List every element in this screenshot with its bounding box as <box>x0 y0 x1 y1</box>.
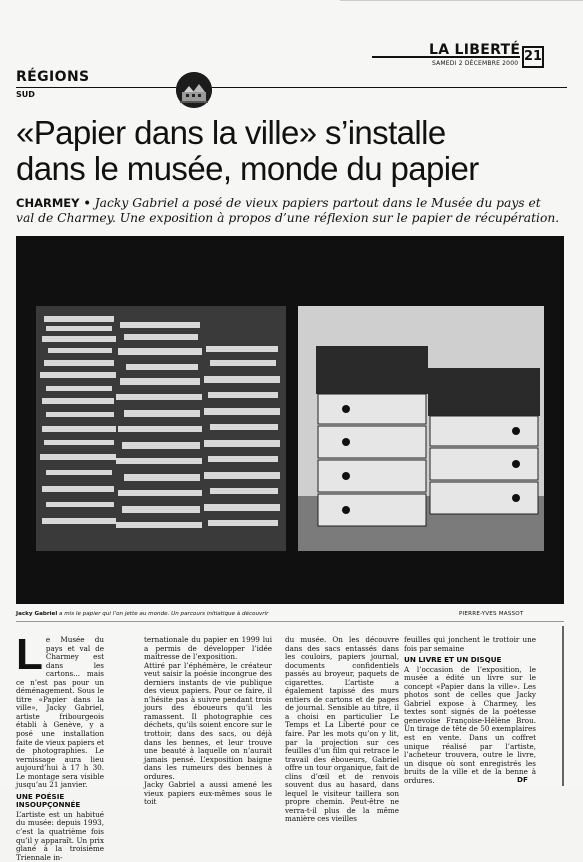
dateline: CHARMEY • <box>16 196 91 210</box>
article-paragraph: Le Musée du pays et val de Charmey est dans les cartons... mais ce n’est pas pour un déménagement. Sous le titre «Papier dans la ville», Jacky Gabriel, artiste fribourgeois établi à Genève, y a posé une installation faite de vieux papiers et de photographies. Le vernissage aura lieu aujourd’hui à 17 h 30. Le montage sera visible jusqu’au 21 janvier. <box>16 630 104 790</box>
newspaper-name: LA LIBERTÉ <box>429 42 521 58</box>
masthead <box>372 40 547 72</box>
article-paragraph: feuilles qui jonchent le trottoir une fois par semaine <box>404 635 536 653</box>
author-initials: DF <box>517 775 528 784</box>
subheading-livre: UN LIVRE ET UN DISQUE <box>404 655 502 665</box>
article-paragraph: ternationale du papier en 1999 lui a permis de développer l’idée maîtresse de l’exposition. <box>144 635 272 662</box>
section-rule-right <box>212 87 567 88</box>
drop-cap: L <box>16 630 43 679</box>
article-paragraph: Jacky Gabriel a aussi amené les vieux papiers eux-mêmes sous le toit <box>144 780 272 807</box>
article-paragraph: Attiré par l’éphémère, le créateur veut saisir la poésie incongrue des derniers instants de vie publique des vieux papiers. Pour ce faire, il n’hésite pas à suivre pendant trois jours des éboueurs qu’il les ramassent. Il photographie ces déchets, qu’ils soient encore sur le trottoir, dans des sacs, ou déjà dans les bennes, et leur trouve une beauté à laquelle on n’aurait jamais pensé. L’exposition baigne dans les rumeurs des bennes à ordures. <box>144 660 272 781</box>
subheading-poesie: UNE POÉSIE INSOUPÇONNÉE <box>16 791 81 810</box>
headline-line-1: «Papier dans la ville» s’installe <box>16 114 446 151</box>
section-rule-left <box>16 87 176 88</box>
article-paragraph: L’artiste est un habitué du musée: depuis 1993, c’est la quatrième fois qu’il y apparaît. Un prix glané à la troisième Triennale in- <box>16 809 104 862</box>
headline <box>16 115 576 187</box>
article-paragraph: du musée. On les découvre dans des sacs entassés dans les couloirs, papiers journal, documents confidentiels passés au broyeur, paquets de cigarettes. L’artiste a également tapissé des murs entiers de cartons et de pages de journal. Sensible au titre, il a choisi en particulier Le Temps et La Liberté pour ce faire. Par les mots qu’on y lit, par la projection sur ces feuilles d’un film qui retrace le travail des éboueurs, Gabriel offre un tour organique, fait de clins d’œil et de renvois souvent dus au hasard, dans lequel le visiteur taillera son propre chemin. Peut-être ne verra-t-il plus de la même manière ces vieilles <box>285 635 399 824</box>
article-photo <box>16 236 564 604</box>
lede-text: Jacky Gabriel a posé de vieux papiers partout dans le Musée du pays et val de Charmey. Une exposition à propos d’une réflexion sur le papier de récupération. <box>16 196 560 225</box>
article-column-2 <box>144 635 272 807</box>
caption-rule <box>16 621 564 622</box>
article-column-1 <box>16 630 104 862</box>
regional-town-emblem-icon <box>176 72 212 108</box>
article-paragraph: A l’occasion de l’exposition, le musée a édité un livre sur le concept «Papier dans la ville». Les photos sont de celles que Jacky Gabriel expose à Charmey, les textes sont signés de la poétesse genevoise Françoise-Hélène Brou. Un tirage de tête de 50 exemplaires est en vente. Dans un coffret unique réalisé par l’artiste, l’acheteur trouvera, outre le livre, un disque où sont enregistrés les bruits de la ville et de la benne à ordures. <box>404 664 536 785</box>
article-column-3 <box>285 635 399 824</box>
photo-credit: PIERRE-YVES MASSOT <box>459 611 524 617</box>
issue-date: SAMEDI 2 DÉCEMBRE 2000 <box>432 60 519 67</box>
photo-caption <box>16 611 416 617</box>
headline-line-2: dans le musée, monde du papier <box>16 150 479 187</box>
section-title: RÉGIONS <box>16 69 90 85</box>
lede <box>16 196 561 226</box>
top-rule <box>340 0 583 1</box>
article-column-4 <box>404 636 536 786</box>
page-number: 21 <box>522 46 544 68</box>
subsection-title: SUD <box>16 90 35 99</box>
scan-edge <box>562 626 564 786</box>
caption-subject: Jacky Gabriel <box>16 611 58 617</box>
caption-text: a mis le papier qui l’on jette au monde. Un parcours initiatique à découvrir <box>59 611 269 617</box>
